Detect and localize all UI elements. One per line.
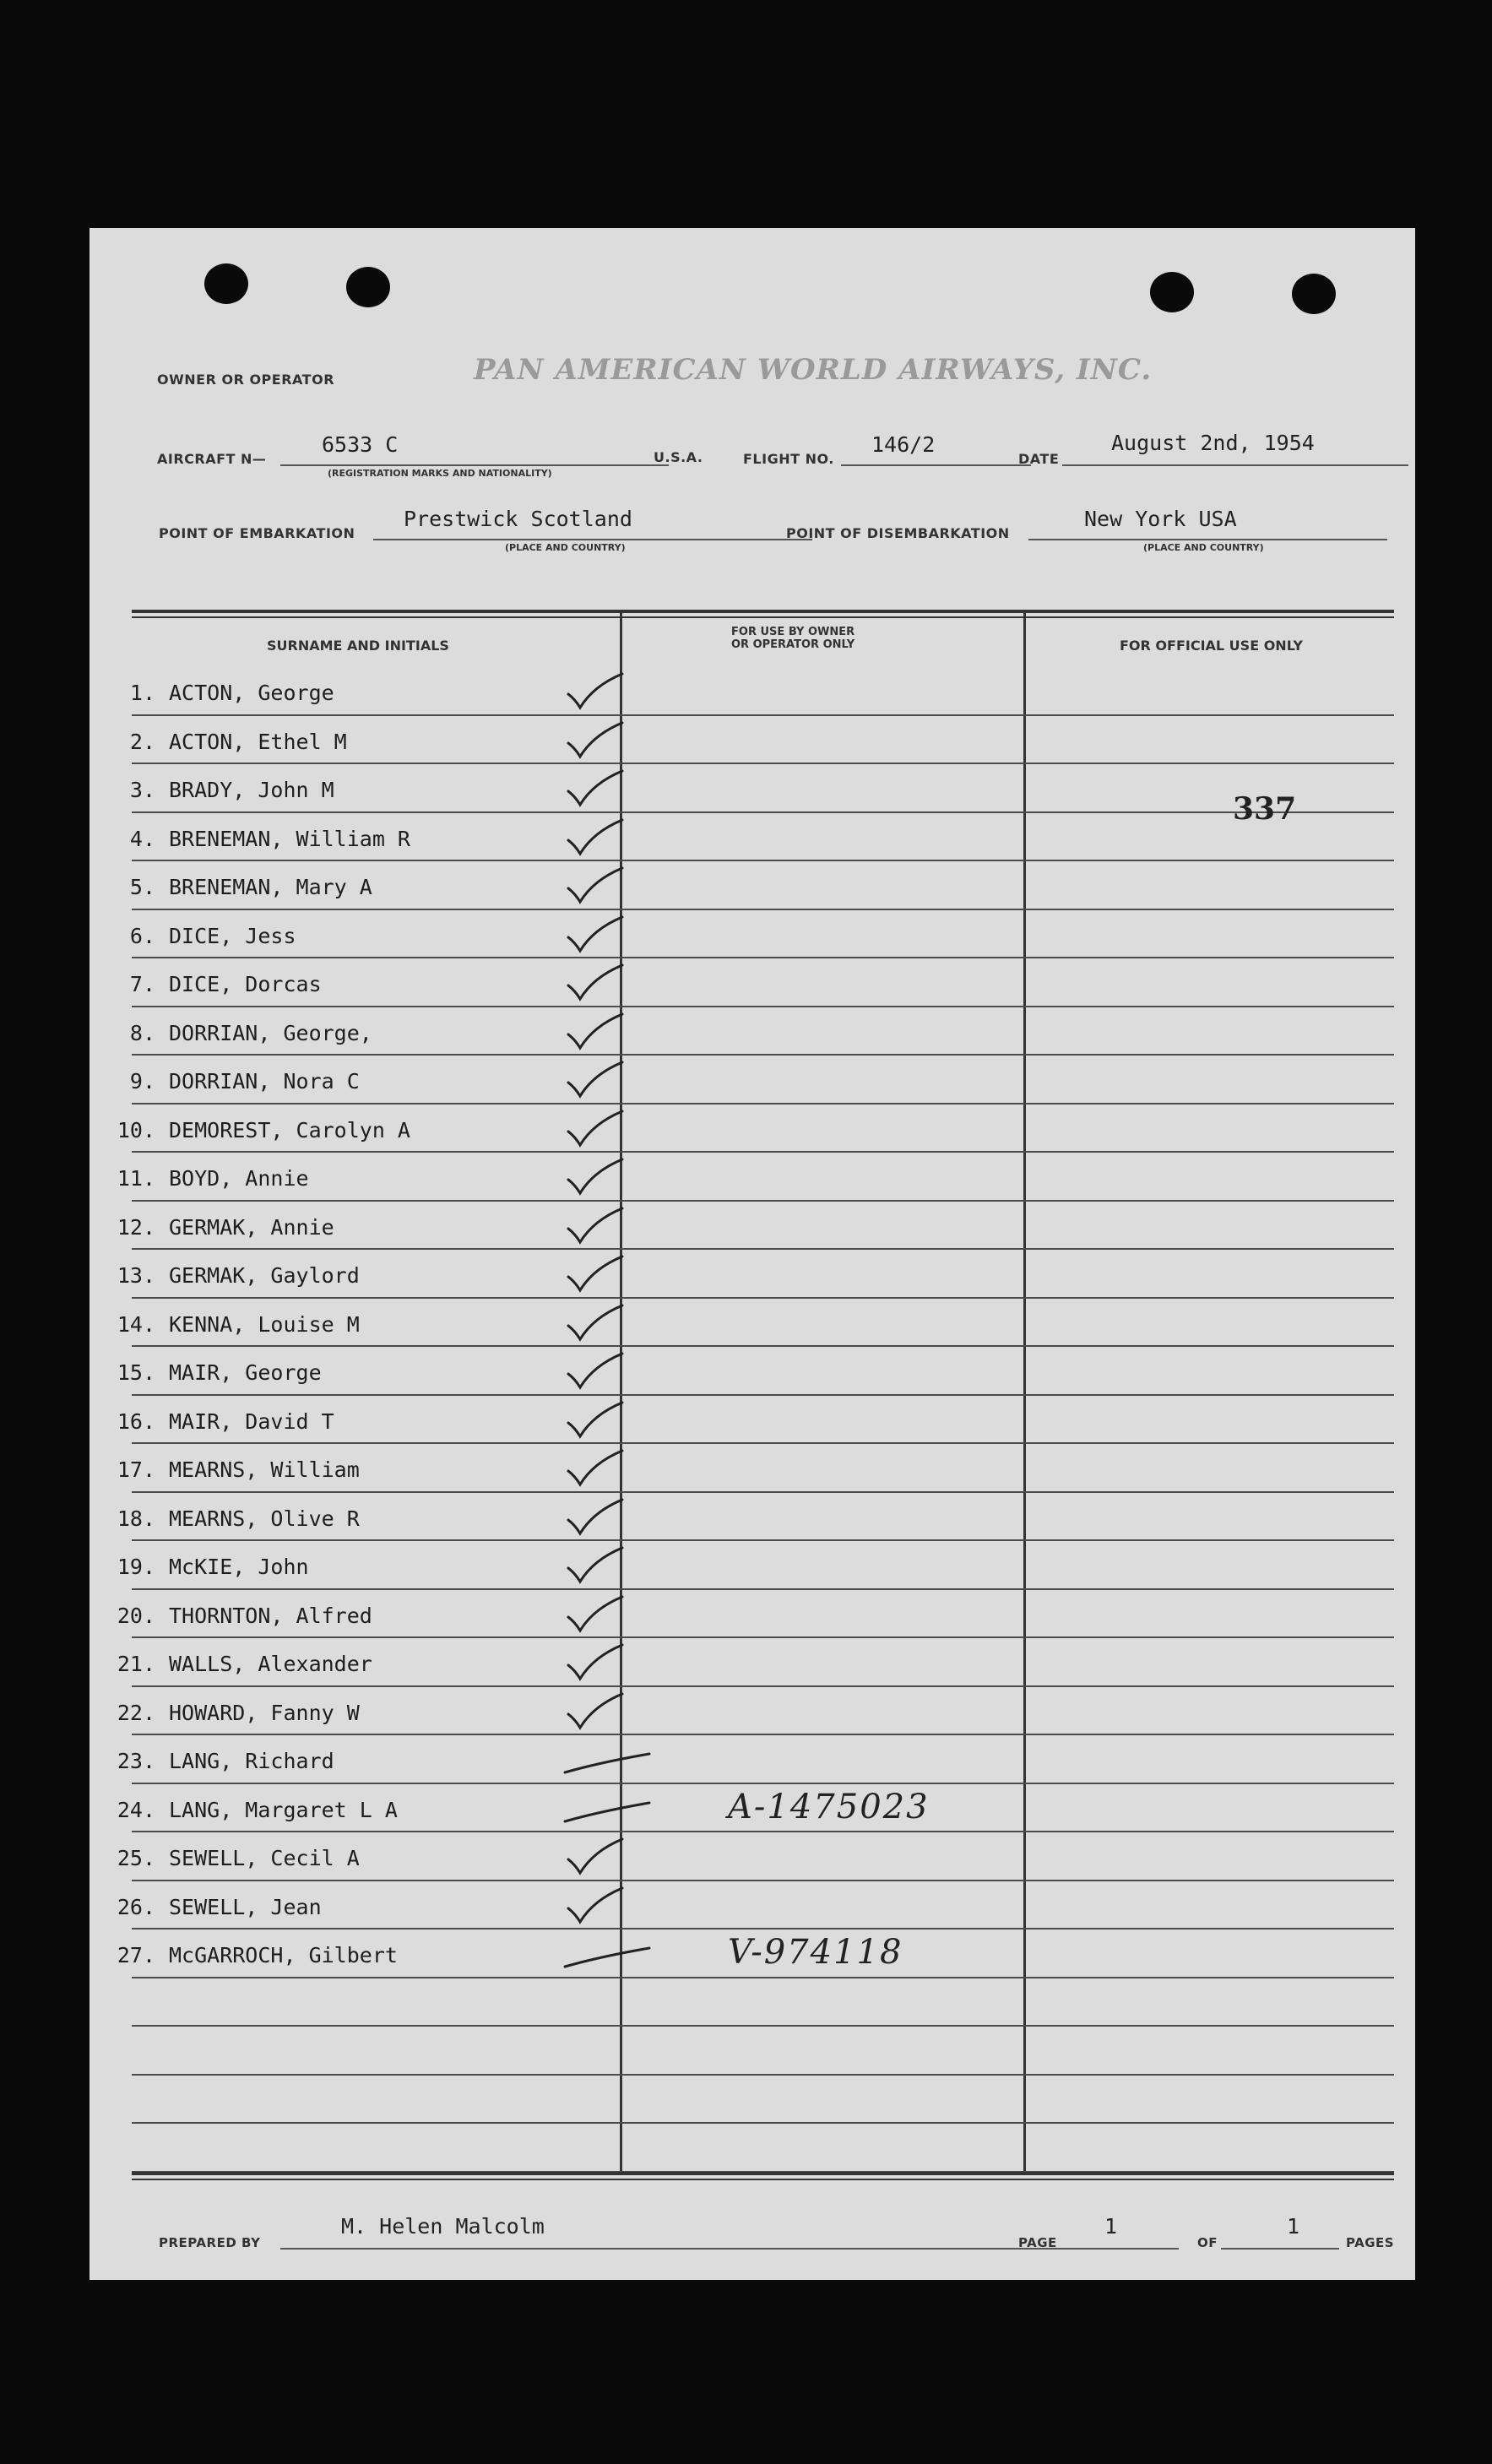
passenger-name: MEARNS, Olive R [169, 1506, 360, 1531]
row-rule [132, 1636, 1394, 1638]
check-mark-icon [550, 1349, 651, 1399]
row-rule [132, 1394, 1394, 1396]
passenger-row [106, 681, 334, 705]
owner-label: OWNER OR OPERATOR [157, 372, 335, 388]
row-rule [132, 2074, 1394, 2076]
row-rule [132, 1977, 1394, 1978]
check-mark-icon [550, 863, 651, 914]
row-rule [132, 1734, 1394, 1735]
col-surname-header: SURNAME AND INITIALS [267, 638, 449, 654]
flight-underline [841, 464, 1031, 466]
check-mark-stroke [568, 1305, 622, 1339]
flight-label: FLIGHT NO. [743, 451, 834, 467]
check-mark-stroke [568, 1111, 622, 1145]
row-rule [132, 1345, 1394, 1347]
row-rule [132, 909, 1394, 910]
passenger-name: DICE, Jess [169, 924, 296, 948]
passenger-row [106, 1215, 334, 1240]
prepared-underline [280, 2248, 1108, 2250]
row-rule [132, 1685, 1394, 1687]
passenger-number: 23. [117, 1749, 155, 1773]
of-underline [1221, 2248, 1339, 2250]
aircraft-underline [280, 464, 669, 466]
check-mark-stroke [565, 1803, 649, 1821]
disembark-note: (PLACE AND COUNTRY) [1143, 542, 1264, 553]
row-rule [132, 1200, 1394, 1202]
check-mark-stroke [565, 1754, 649, 1772]
passenger-row [106, 1360, 322, 1385]
passenger-row [106, 1943, 398, 1967]
punch-hole [1292, 274, 1336, 314]
passenger-number: 7. [129, 972, 155, 996]
owner-note: A-1475023 [728, 1788, 930, 1826]
official-note: 337 [1233, 791, 1297, 827]
check-mark-icon [550, 669, 651, 719]
check-mark-stroke [568, 1256, 622, 1290]
disembark-value: New York USA [1084, 507, 1237, 531]
passenger-number: 10. [117, 1118, 155, 1142]
punch-hole [1150, 272, 1194, 312]
passenger-row [106, 1846, 360, 1870]
passenger-name: BRENEMAN, William R [169, 827, 410, 851]
embark-note: (PLACE AND COUNTRY) [505, 542, 626, 553]
passenger-row [106, 1021, 372, 1045]
check-mark-icon [550, 1689, 651, 1739]
passenger-name: BRADY, John M [169, 778, 334, 802]
check-mark-icon [550, 1640, 651, 1691]
registration-note: (REGISTRATION MARKS AND NATIONALITY) [328, 468, 552, 479]
check-mark-stroke [568, 1451, 622, 1484]
passenger-name: BOYD, Annie [169, 1166, 309, 1191]
aircraft-value: 6533 C [322, 432, 399, 457]
of-value: 1 [1287, 2214, 1300, 2239]
passenger-name: KENNA, Louise M [169, 1312, 360, 1337]
check-mark-icon [550, 1106, 651, 1157]
passenger-name: ACTON, Ethel M [169, 730, 347, 754]
pages-label: PAGES [1346, 2235, 1395, 2250]
date-value: August 2nd, 1954 [1111, 431, 1315, 455]
passenger-number: 22. [117, 1701, 155, 1725]
check-mark-icon [550, 1446, 651, 1496]
passenger-name: WALLS, Alexander [169, 1652, 372, 1676]
passenger-number: 19. [117, 1555, 155, 1579]
passenger-name: DORRIAN, George, [169, 1021, 372, 1045]
row-rule [132, 811, 1394, 813]
check-mark-stroke [568, 1159, 622, 1193]
row-rule [132, 2122, 1394, 2124]
passenger-name: THORNTON, Alfred [169, 1604, 372, 1628]
check-mark-icon [550, 766, 651, 817]
row-rule [132, 714, 1394, 716]
passenger-number: 5. [129, 875, 155, 899]
passenger-name: McGARROCH, Gilbert [169, 1943, 398, 1967]
embark-value: Prestwick Scotland [404, 507, 632, 531]
passenger-row [106, 1895, 322, 1919]
check-mark-icon [550, 1057, 651, 1108]
check-mark-icon [550, 1300, 651, 1351]
of-label: OF [1197, 2235, 1218, 2250]
page-label: PAGE [1018, 2235, 1057, 2250]
check-mark-icon [550, 1737, 651, 1788]
check-mark-stroke [568, 1597, 622, 1631]
passenger-row [106, 778, 334, 802]
col-official-header: FOR OFFICIAL USE ONLY [1120, 638, 1303, 654]
passenger-name: SEWELL, Jean [169, 1895, 322, 1919]
disembark-label: POINT OF DISEMBARKATION [786, 525, 1010, 541]
passenger-number: 16. [117, 1409, 155, 1434]
passenger-number: 15. [117, 1360, 155, 1385]
airline-name: PAN AMERICAN WORLD AIRWAYS, INC. [474, 353, 1153, 387]
check-mark-icon [550, 1883, 651, 1934]
check-mark-icon [550, 1154, 651, 1205]
passenger-row [106, 1652, 372, 1676]
passenger-number: 18. [117, 1506, 155, 1531]
check-mark-icon [550, 1834, 651, 1885]
passenger-name: HOWARD, Fanny W [169, 1701, 360, 1725]
passenger-number: 14. [117, 1312, 155, 1337]
passenger-number: 11. [117, 1166, 155, 1191]
passenger-name: McKIE, John [169, 1555, 309, 1579]
passenger-name: SEWELL, Cecil A [169, 1846, 360, 1870]
passenger-number: 17. [117, 1457, 155, 1482]
row-rule [132, 1006, 1394, 1007]
row-rule [132, 1539, 1394, 1541]
date-label: DATE [1018, 451, 1060, 467]
passenger-row [106, 875, 372, 899]
row-rule [132, 1783, 1394, 1784]
table-top-rule-2 [132, 616, 1394, 618]
table-bottom-rule-2 [132, 2179, 1394, 2180]
check-mark-stroke [568, 965, 622, 999]
check-mark-icon [550, 960, 651, 1011]
passenger-number: 25. [117, 1846, 155, 1870]
row-rule [132, 1831, 1394, 1832]
punch-hole [204, 263, 248, 304]
col-owner-header-line2: OR OPERATOR ONLY [731, 638, 855, 651]
passenger-name: DEMOREST, Carolyn A [169, 1118, 410, 1142]
passenger-row [106, 1457, 360, 1482]
passenger-row [106, 827, 410, 851]
check-mark-icon [550, 718, 651, 768]
check-mark-icon [550, 1931, 651, 1982]
passenger-name: BRENEMAN, Mary A [169, 875, 372, 899]
passenger-number: 26. [117, 1895, 155, 1919]
passenger-number: 13. [117, 1263, 155, 1288]
passenger-row [106, 1166, 309, 1191]
row-rule [132, 2025, 1394, 2027]
passenger-name: ACTON, George [169, 681, 334, 705]
punch-hole [346, 267, 390, 307]
passenger-name: DORRIAN, Nora C [169, 1069, 360, 1094]
aircraft-label: AIRCRAFT N— [157, 451, 267, 467]
prepared-value: M. Helen Malcolm [341, 2214, 545, 2239]
passenger-name: DICE, Dorcas [169, 972, 322, 996]
check-mark-icon [550, 1251, 651, 1302]
check-mark-icon [550, 1203, 651, 1254]
manifest-sheet [90, 228, 1415, 2280]
passenger-number: 8. [129, 1021, 155, 1045]
passenger-name: LANG, Richard [169, 1749, 334, 1773]
check-mark-stroke [565, 1948, 649, 1967]
check-mark-stroke [568, 1062, 622, 1096]
check-mark-icon [550, 1592, 651, 1642]
passenger-name: MAIR, George [169, 1360, 322, 1385]
check-mark-icon [550, 1009, 651, 1060]
passenger-number: 20. [117, 1604, 155, 1628]
date-underline [1062, 464, 1408, 466]
passenger-row [106, 1555, 309, 1579]
passenger-row [106, 1069, 360, 1094]
check-mark-stroke [568, 723, 622, 757]
col-owner-header [731, 626, 855, 651]
passenger-row [106, 1506, 360, 1531]
passenger-number: 12. [117, 1215, 155, 1240]
passenger-row [106, 1604, 372, 1628]
disembark-underline [1028, 539, 1387, 540]
passenger-name: GERMAK, Annie [169, 1215, 334, 1240]
row-rule [132, 1491, 1394, 1493]
check-mark-stroke [568, 771, 622, 805]
check-mark-stroke [568, 1888, 622, 1922]
embark-underline [373, 539, 812, 540]
check-mark-stroke [568, 1839, 622, 1873]
check-mark-stroke [568, 1403, 622, 1436]
check-mark-icon [550, 1786, 651, 1837]
column-divider-2 [1023, 613, 1026, 2174]
passenger-row [106, 924, 296, 948]
check-mark-icon [550, 912, 651, 963]
row-rule [132, 763, 1394, 764]
check-mark-stroke [568, 820, 622, 854]
usa-label: U.S.A. [654, 449, 703, 465]
passenger-name: MEARNS, William [169, 1457, 360, 1482]
row-rule [132, 1588, 1394, 1590]
row-rule [132, 860, 1394, 861]
page-value: 1 [1104, 2214, 1118, 2239]
check-mark-icon [550, 1398, 651, 1448]
check-mark-stroke [568, 1645, 622, 1679]
passenger-row [106, 1798, 398, 1822]
row-rule [132, 1880, 1394, 1881]
row-rule [132, 1151, 1394, 1153]
table-top-rule [132, 610, 1394, 613]
row-rule [132, 1103, 1394, 1104]
embark-label: POINT OF EMBARKATION [159, 525, 355, 541]
row-rule [132, 1054, 1394, 1056]
check-mark-stroke [568, 1694, 622, 1728]
prepared-label: PREPARED BY [159, 2235, 261, 2250]
passenger-number: 27. [117, 1943, 155, 1967]
check-mark-stroke [568, 868, 622, 902]
passenger-name: MAIR, David T [169, 1409, 334, 1434]
row-rule [132, 1442, 1394, 1444]
owner-note: V-974118 [728, 1933, 903, 1972]
check-mark-icon [550, 1495, 651, 1545]
passenger-number: 2. [129, 730, 155, 754]
row-rule [132, 1928, 1394, 1929]
passenger-name: GERMAK, Gaylord [169, 1263, 360, 1288]
passenger-name: LANG, Margaret L A [169, 1798, 398, 1822]
row-rule [132, 1297, 1394, 1299]
passenger-number: 24. [117, 1798, 155, 1822]
passenger-number: 9. [129, 1069, 155, 1094]
check-mark-stroke [568, 674, 622, 708]
check-mark-stroke [568, 917, 622, 951]
passenger-row [106, 1409, 334, 1434]
passenger-number: 6. [129, 924, 155, 948]
passenger-row [106, 972, 322, 996]
row-rule [132, 957, 1394, 958]
passenger-number: 3. [129, 778, 155, 802]
check-mark-stroke [568, 1500, 622, 1533]
flight-value: 146/2 [871, 432, 936, 457]
check-mark-stroke [568, 1014, 622, 1048]
passenger-row [106, 1701, 360, 1725]
check-mark-stroke [568, 1354, 622, 1387]
passenger-number: 21. [117, 1652, 155, 1676]
row-rule [132, 1248, 1394, 1250]
check-mark-stroke [568, 1548, 622, 1582]
check-mark-icon [550, 1543, 651, 1593]
passenger-row [106, 1312, 360, 1337]
passenger-row [106, 1263, 360, 1288]
passenger-number: 1. [129, 681, 155, 705]
passenger-row [106, 1749, 334, 1773]
passenger-row [106, 1118, 410, 1142]
passenger-row [106, 730, 347, 754]
col-owner-header-line1: FOR USE BY OWNER [731, 626, 855, 638]
passenger-number: 4. [129, 827, 155, 851]
check-mark-icon [550, 815, 651, 866]
table-bottom-rule [132, 2172, 1394, 2175]
page-underline [1061, 2248, 1179, 2250]
check-mark-stroke [568, 1208, 622, 1242]
